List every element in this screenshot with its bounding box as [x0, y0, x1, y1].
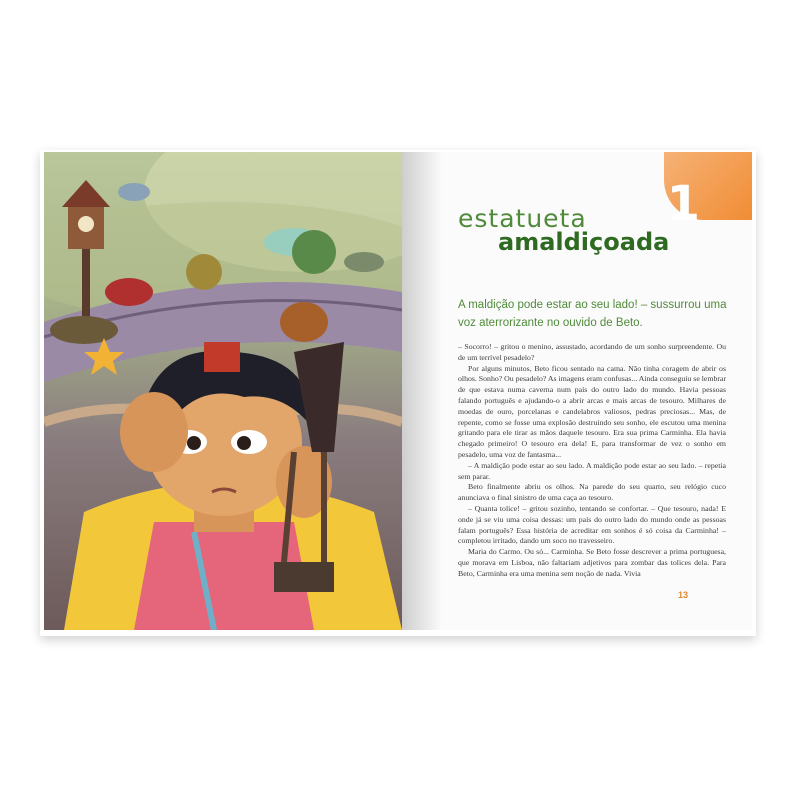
chapter-number: 1 — [666, 176, 700, 232]
page-number: 13 — [677, 590, 688, 600]
illustration-page — [44, 152, 402, 630]
paragraph: – A maldição pode estar ao seu lado. A maldição pode estar ao seu lado. – repetia sem parar. — [458, 460, 726, 481]
paragraph: Maria do Carmo. Ou só... Carminha. Se Beto fosse descrever a prima portuguesa, que morava em Lisboa, não faltariam adjetivos para zombar das tolices dela. Para Beto, Carminha era uma menina sem noção de nada. Vivia — [458, 547, 726, 578]
chapter-title-line2: amaldiçoada — [498, 228, 670, 256]
boy-illustration — [44, 152, 402, 630]
paragraph: Beto finalmente abriu os olhos. Na parede do seu quarto, seu relógio cuco anunciava o final sinistro de uma caça ao tesouro. — [458, 482, 726, 503]
paragraph: Por alguns minutos, Beto ficou sentado na cama. Não tinha coragem de abrir os olhos. Sonho? Ou pesadelo? As imagens eram confusas... Ainda conseguiu se lembrar de que estava numa caverna num país do outro lado do mundo. Havia pessoas falando português e ajudando-o a abrir arcas e mais arcas de tesouro. Milhares de moedas de ouro, porcelanas e candelabros valiosos, pedras preciosas... Mas, de repente, como se fosse uma explosão destruindo seu sonho, ele escutou uma menina gritando para ele tirar as mãos daquele tesouro. Era sua prima Carminha. Ela havia chegado primeiro! O tesouro era dela! E, para transformar de vez o sonho em pesadelo, uma voz de fantasma... — [458, 363, 726, 459]
paragraph: – Quanta tolice! – gritou sozinho, tentando se confortar. – Que tesouro, nada! E onde já se viu uma coisa dessas: um país do outro lado do mundo onde as pessoas falam português? Essa história de acreditar em sonhos é só coisa da Carminha! – completou irritado, dando um soco no travesseiro. — [458, 503, 726, 546]
text-page — [402, 152, 752, 630]
chapter-title-line1: estatueta — [458, 204, 587, 233]
chapter-intro: A maldição pode estar ao seu lado! – sussurrou uma voz aterrorizante no ouvido de Beto. — [458, 299, 727, 329]
chapter-body — [458, 342, 726, 580]
page-gutter-shadow — [402, 152, 442, 630]
paragraph: – Socorro! – gritou o menino, assustado, acordando de um sonho surpreendente. Ou de um terrível pesadelo? — [458, 342, 726, 362]
